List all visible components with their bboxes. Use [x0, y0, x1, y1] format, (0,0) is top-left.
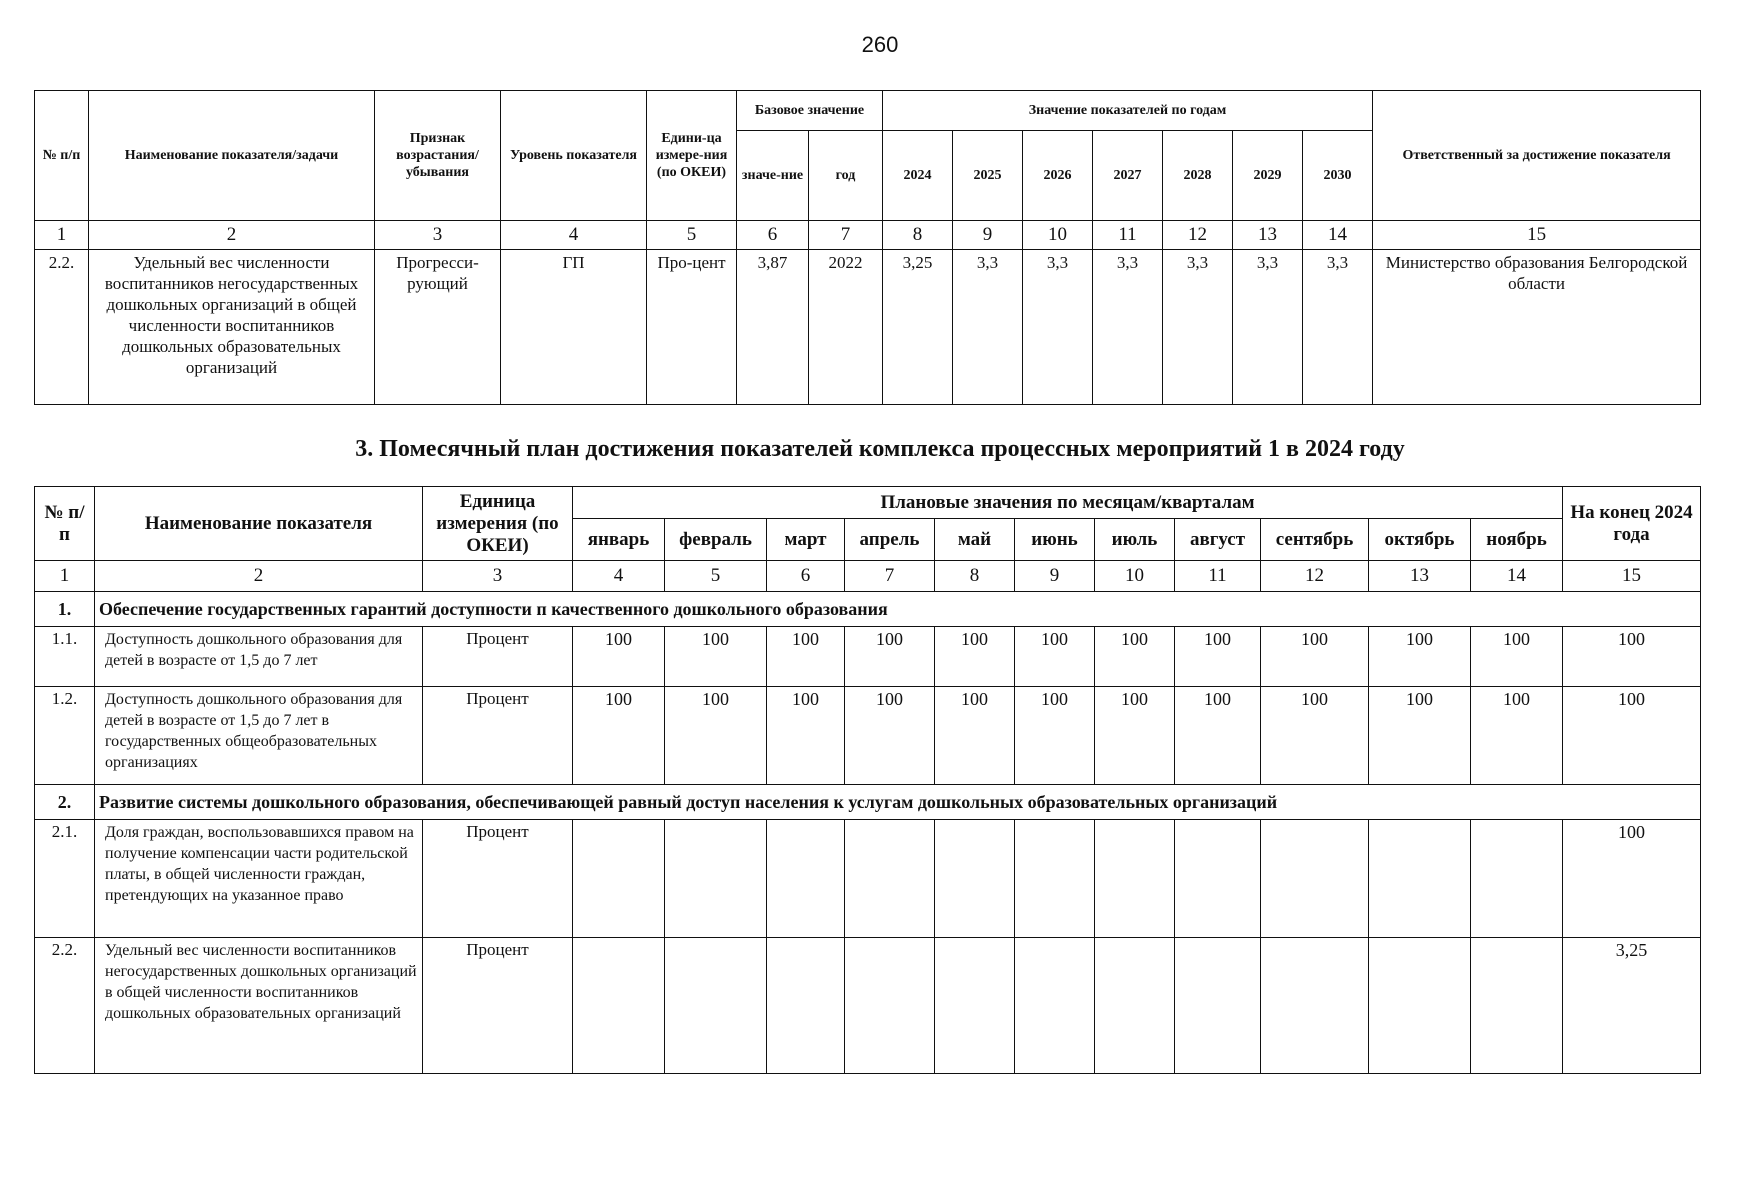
column-number: 3: [423, 561, 573, 592]
indicator-unit: Про-цент: [647, 250, 737, 405]
column-number: 7: [809, 221, 883, 250]
month-value: [665, 938, 767, 1074]
section-row: [35, 592, 1701, 627]
section-title: 3. Помесячный план достижения показателей комплекса процессных мероприятий 1 в 2024 году: [355, 436, 1405, 462]
page-number: 260: [861, 32, 899, 57]
header-year: 2025: [953, 131, 1023, 221]
column-number: 8: [883, 221, 953, 250]
end-of-year-value: 100: [1563, 820, 1701, 938]
column-number: 5: [665, 561, 767, 592]
month-value: [935, 820, 1015, 938]
month-value: [1175, 820, 1261, 938]
header-name: Наименование показателя/задачи: [89, 91, 375, 221]
month-value: [1261, 938, 1369, 1074]
indicator-name: Удельный вес численности воспитанников негосударственных дошкольных организаций в общей численности воспитанников дошкольных образовательных организаций: [95, 938, 423, 1074]
column-number: 15: [1563, 561, 1701, 592]
section-number: 2.: [35, 785, 95, 820]
header-end-of-year: На конец 2024 года: [1563, 487, 1701, 561]
end-of-year-value: 100: [1563, 627, 1701, 687]
header-no: № п/п: [35, 91, 89, 221]
month-value: 100: [935, 627, 1015, 687]
indicator-unit: Процент: [423, 687, 573, 785]
responsible-party: Министерство образования Белгородской области: [1373, 250, 1701, 405]
column-number: 13: [1369, 561, 1471, 592]
row-number: 1.1.: [35, 627, 95, 687]
month-value: 100: [1095, 627, 1175, 687]
month-value: 100: [1175, 687, 1261, 785]
month-value: [935, 938, 1015, 1074]
indicator-name: Доступность дошкольного образования для детей в возрасте от 1,5 до 7 лет в государственных общеобразовательных организациях: [95, 687, 423, 785]
column-number: 9: [953, 221, 1023, 250]
column-number: 10: [1023, 221, 1093, 250]
indicator-trend: Прогресси-рующий: [375, 250, 501, 405]
column-number: 9: [1015, 561, 1095, 592]
header-month: январь: [573, 519, 665, 561]
header-month: февраль: [665, 519, 767, 561]
month-value: 100: [767, 627, 845, 687]
month-value: [1175, 938, 1261, 1074]
column-number: 14: [1471, 561, 1563, 592]
column-number: 1: [35, 561, 95, 592]
section-heading: Развитие системы дошкольного образования, обеспечивающей равный доступ населения к услугам дошкольных образовательных организаций: [95, 785, 1701, 820]
month-value: 100: [1261, 627, 1369, 687]
column-number: 8: [935, 561, 1015, 592]
indicators-by-year-table: [34, 90, 1701, 405]
month-value: 100: [1369, 687, 1471, 785]
section-row: [35, 785, 1701, 820]
header-year: 2026: [1023, 131, 1093, 221]
header-base-value: значе-ние: [737, 131, 809, 221]
header-month: ноябрь: [1471, 519, 1563, 561]
base-year: 2022: [809, 250, 883, 405]
header-by-years: Значение показателей по годам: [883, 91, 1373, 131]
row-number: 1.2.: [35, 687, 95, 785]
month-value: [1471, 938, 1563, 1074]
month-value: [1015, 938, 1095, 1074]
column-number: 1: [35, 221, 89, 250]
year-value: 3,3: [1233, 250, 1303, 405]
month-value: [1369, 938, 1471, 1074]
header-month: октябрь: [1369, 519, 1471, 561]
header-month: сентябрь: [1261, 519, 1369, 561]
section-number: 1.: [35, 592, 95, 627]
header-month: май: [935, 519, 1015, 561]
year-value: 3,25: [883, 250, 953, 405]
column-number: 4: [573, 561, 665, 592]
month-value: [1261, 820, 1369, 938]
table-row: [35, 820, 1701, 938]
month-value: 100: [573, 687, 665, 785]
month-value: 100: [1369, 627, 1471, 687]
column-number: 12: [1163, 221, 1233, 250]
header-year: 2024: [883, 131, 953, 221]
monthly-plan-table: [34, 486, 1701, 1074]
end-of-year-value: 100: [1563, 687, 1701, 785]
table-row: [35, 687, 1701, 785]
month-value: 100: [665, 687, 767, 785]
column-number: 10: [1095, 561, 1175, 592]
header-responsible: Ответственный за достижение показателя: [1373, 91, 1701, 221]
month-value: [845, 820, 935, 938]
header-unit: Единица измерения (по ОКЕИ): [423, 487, 573, 561]
table-row: [35, 627, 1701, 687]
header-base-year: год: [809, 131, 883, 221]
indicator-name: Доля граждан, воспользовавшихся правом на получение компенсации части родительской платы, в общей численности граждан, претендующих на указанное право: [95, 820, 423, 938]
month-value: 100: [1175, 627, 1261, 687]
column-number: 15: [1373, 221, 1701, 250]
month-value: 100: [935, 687, 1015, 785]
month-value: [767, 820, 845, 938]
header-name: Наименование показателя: [95, 487, 423, 561]
month-value: [1015, 820, 1095, 938]
year-value: 3,3: [953, 250, 1023, 405]
month-value: [1471, 820, 1563, 938]
month-value: [665, 820, 767, 938]
table-row: [35, 938, 1701, 1074]
header-year: 2030: [1303, 131, 1373, 221]
header-unit: Едини-ца измере-ния (по ОКЕИ): [647, 91, 737, 221]
column-number: 6: [737, 221, 809, 250]
month-value: 100: [1015, 687, 1095, 785]
month-value: 100: [573, 627, 665, 687]
year-value: 3,3: [1093, 250, 1163, 405]
year-value: 3,3: [1303, 250, 1373, 405]
header-trend: Признак возрастания/ убывания: [375, 91, 501, 221]
indicator-unit: Процент: [423, 820, 573, 938]
table-row: [35, 250, 1701, 405]
header-month: март: [767, 519, 845, 561]
end-of-year-value: 3,25: [1563, 938, 1701, 1074]
month-value: [1095, 820, 1175, 938]
month-value: 100: [665, 627, 767, 687]
row-number: 2.2.: [35, 250, 89, 405]
year-value: 3,3: [1163, 250, 1233, 405]
column-number: 2: [89, 221, 375, 250]
month-value: 100: [845, 687, 935, 785]
header-level: Уровень показателя: [501, 91, 647, 221]
header-month: июль: [1095, 519, 1175, 561]
indicator-unit: Процент: [423, 938, 573, 1074]
row-number: 2.1.: [35, 820, 95, 938]
year-value: 3,3: [1023, 250, 1093, 405]
month-value: [573, 938, 665, 1074]
header-year: 2027: [1093, 131, 1163, 221]
column-number: 2: [95, 561, 423, 592]
header-month: август: [1175, 519, 1261, 561]
base-value: 3,87: [737, 250, 809, 405]
indicator-name: Доступность дошкольного образования для детей в возрасте от 1,5 до 7 лет: [95, 627, 423, 687]
column-number: 13: [1233, 221, 1303, 250]
column-number: 6: [767, 561, 845, 592]
header-year: 2028: [1163, 131, 1233, 221]
month-value: [1369, 820, 1471, 938]
month-value: [845, 938, 935, 1074]
month-value: 100: [845, 627, 935, 687]
header-plan: Плановые значения по месяцам/кварталам: [573, 487, 1563, 519]
header-month: апрель: [845, 519, 935, 561]
header-no: № п/п: [35, 487, 95, 561]
row-number: 2.2.: [35, 938, 95, 1074]
month-value: 100: [1471, 627, 1563, 687]
column-number: 7: [845, 561, 935, 592]
month-value: 100: [767, 687, 845, 785]
column-number: 3: [375, 221, 501, 250]
month-value: 100: [1095, 687, 1175, 785]
month-value: 100: [1015, 627, 1095, 687]
indicator-name: Удельный вес численности воспитанников негосударственных дошкольных организаций в общей численности воспитанников дошкольных образовательных организаций: [89, 250, 375, 405]
header-year: 2029: [1233, 131, 1303, 221]
indicator-level: ГП: [501, 250, 647, 405]
month-value: 100: [1471, 687, 1563, 785]
month-value: 100: [1261, 687, 1369, 785]
header-month: июнь: [1015, 519, 1095, 561]
month-value: [767, 938, 845, 1074]
month-value: [1095, 938, 1175, 1074]
column-number: 14: [1303, 221, 1373, 250]
column-number: 12: [1261, 561, 1369, 592]
column-number: 4: [501, 221, 647, 250]
indicator-unit: Процент: [423, 627, 573, 687]
section-heading: Обеспечение государственных гарантий доступности п качественного дошкольного образования: [95, 592, 1701, 627]
column-number: 11: [1093, 221, 1163, 250]
column-numbers-row: [35, 561, 1701, 592]
column-number: 11: [1175, 561, 1261, 592]
month-value: [573, 820, 665, 938]
column-numbers-row: [35, 221, 1701, 250]
header-base: Базовое значение: [737, 91, 883, 131]
column-number: 5: [647, 221, 737, 250]
